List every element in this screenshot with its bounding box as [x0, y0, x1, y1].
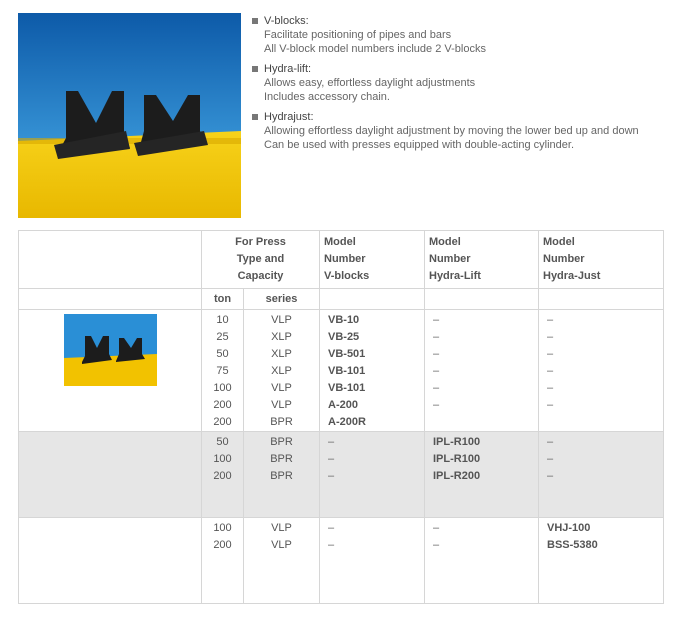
vblocks-cell	[320, 310, 425, 432]
vblocks-value: VB-25	[328, 331, 360, 343]
header-line: Model	[429, 236, 461, 248]
spec-table	[18, 230, 663, 603]
hydralift-value: –	[433, 382, 440, 394]
series-value: BPR	[270, 436, 293, 448]
hydrajust-value: –	[547, 453, 554, 465]
empty-cell	[425, 289, 539, 310]
ton-value: 25	[216, 331, 229, 343]
vblocks-cell	[320, 432, 425, 518]
table-row-group-hydrajust	[19, 518, 664, 604]
hydrajust-cell	[539, 310, 664, 432]
ton-cell	[202, 310, 244, 432]
header-line: Number	[324, 253, 366, 265]
hydrajust-header	[539, 231, 664, 289]
hydrajust-value: –	[547, 331, 554, 343]
subheader-label: ton	[213, 293, 232, 305]
series-value: BPR	[270, 416, 293, 428]
vblocks-header	[320, 231, 425, 289]
header-line: Capacity	[237, 270, 284, 282]
hydrajust-value: –	[547, 314, 554, 326]
ton-cell	[202, 518, 244, 604]
press-header	[202, 231, 320, 289]
hydrajust-cell	[539, 432, 664, 518]
feature-title: Hydrajust:	[264, 111, 314, 123]
ton-value: 200	[213, 399, 232, 411]
series-cell	[244, 432, 320, 518]
vblocks-value: A-200R	[328, 416, 366, 428]
header-line: Hydra-Lift	[429, 270, 481, 282]
v-blocks-thumbnail	[64, 314, 157, 386]
hydrajust-value: –	[547, 470, 554, 482]
ton-value: 75	[216, 365, 229, 377]
vblocks-value: VB-101	[328, 365, 366, 377]
hydrajust-value	[543, 414, 663, 431]
header-line: V-blocks	[324, 270, 370, 282]
hydralift-cell	[425, 432, 539, 518]
series-subheader	[244, 289, 320, 310]
feature-line: Allowing effortless daylight adjustment by moving the lower bed up and down	[264, 125, 639, 137]
header-line: Number	[543, 253, 585, 265]
v-blocks-photo	[18, 13, 241, 218]
ton-value: 200	[213, 539, 232, 551]
series-value: XLP	[271, 331, 292, 343]
hydrajust-value: –	[547, 365, 554, 377]
series-value: VLP	[271, 314, 292, 326]
feature-title: V-blocks:	[264, 15, 309, 27]
hydralift-value: –	[433, 314, 440, 326]
header-line: Hydra-Just	[543, 270, 601, 282]
hydralift-value: –	[433, 331, 440, 343]
header-line: Type and	[236, 253, 285, 265]
ton-value: 100	[213, 453, 232, 465]
hydralift-value: IPL-R200	[433, 470, 481, 482]
feature-line: Can be used with presses equipped with double-acting cylinder.	[264, 139, 575, 151]
hydrajust-cell	[539, 518, 664, 604]
series-value: XLP	[271, 348, 292, 360]
feature-title: Hydra-lift:	[264, 63, 312, 75]
feature-line: All V-block model numbers include 2 V-blocks	[264, 43, 486, 55]
hydrajust-value: –	[547, 399, 554, 411]
ton-value: 100	[213, 382, 232, 394]
hydrajust-value: VHJ-100	[547, 522, 591, 534]
hydralift-value: IPL-R100	[433, 436, 481, 448]
hydrajust-value: BSS-5380	[547, 539, 598, 551]
bullet-icon	[252, 66, 258, 72]
header-line: Number	[429, 253, 471, 265]
hydralift-value: –	[433, 399, 440, 411]
vblocks-value: –	[328, 453, 335, 465]
image-cell	[19, 518, 202, 604]
ton-value: 10	[216, 314, 229, 326]
vblocks-value: VB-101	[328, 382, 366, 394]
ton-value: 100	[213, 522, 232, 534]
ton-value: 200	[213, 416, 232, 428]
image-header-cell	[19, 231, 202, 289]
vblocks-value: VB-501	[328, 348, 366, 360]
header-line: Model	[324, 236, 356, 248]
hydralift-value: –	[433, 365, 440, 377]
empty-cell	[320, 289, 425, 310]
ton-value: 50	[216, 348, 229, 360]
image-cell	[19, 432, 202, 518]
series-cell	[244, 310, 320, 432]
series-value: BPR	[270, 453, 293, 465]
table-subheader-row	[19, 289, 664, 310]
header-line: For Press	[235, 236, 286, 248]
table-row-group-hydralift	[19, 432, 664, 518]
image-cell	[19, 310, 202, 432]
hydralift-cell	[425, 518, 539, 604]
hydralift-value: –	[433, 348, 440, 360]
ton-value: 50	[216, 436, 229, 448]
hydralift-value: –	[433, 522, 440, 534]
ton-subheader	[202, 289, 244, 310]
hydralift-value: IPL-R100	[433, 453, 481, 465]
subheader-label: series	[265, 293, 298, 305]
series-value: VLP	[271, 539, 292, 551]
features-list	[252, 14, 672, 158]
hydralift-header	[425, 231, 539, 289]
feature-vblocks	[252, 14, 672, 56]
series-value: VLP	[271, 382, 292, 394]
feature-line: Facilitate positioning of pipes and bars	[264, 29, 452, 41]
series-value: VLP	[271, 399, 292, 411]
bullet-icon	[252, 114, 258, 120]
feature-line: Includes accessory chain.	[264, 91, 390, 103]
feature-hydralift	[252, 62, 672, 104]
vblocks-value: VB-10	[328, 314, 360, 326]
vblocks-cell	[320, 518, 425, 604]
series-value: VLP	[271, 522, 292, 534]
hydrajust-value: –	[547, 382, 554, 394]
vblocks-value: –	[328, 539, 335, 551]
bullet-icon	[252, 18, 258, 24]
vblocks-value: A-200	[328, 399, 358, 411]
series-cell	[244, 518, 320, 604]
hydrajust-value: –	[547, 348, 554, 360]
series-value: BPR	[270, 470, 293, 482]
empty-cell	[539, 289, 664, 310]
table-row-group-vblocks	[19, 310, 664, 432]
feature-hydrajust	[252, 110, 672, 152]
vblocks-value: –	[328, 436, 335, 448]
hydralift-cell	[425, 310, 539, 432]
vblocks-value: –	[328, 522, 335, 534]
vblocks-value: –	[328, 470, 335, 482]
feature-line: Allows easy, effortless daylight adjustments	[264, 77, 476, 89]
ton-value: 200	[213, 470, 232, 482]
hydralift-value	[429, 414, 538, 431]
series-value: XLP	[271, 365, 292, 377]
hydrajust-value: –	[547, 436, 554, 448]
table-header-row	[19, 231, 664, 289]
hydralift-value: –	[433, 539, 440, 551]
empty-cell	[19, 289, 202, 310]
ton-cell	[202, 432, 244, 518]
header-line: Model	[543, 236, 575, 248]
